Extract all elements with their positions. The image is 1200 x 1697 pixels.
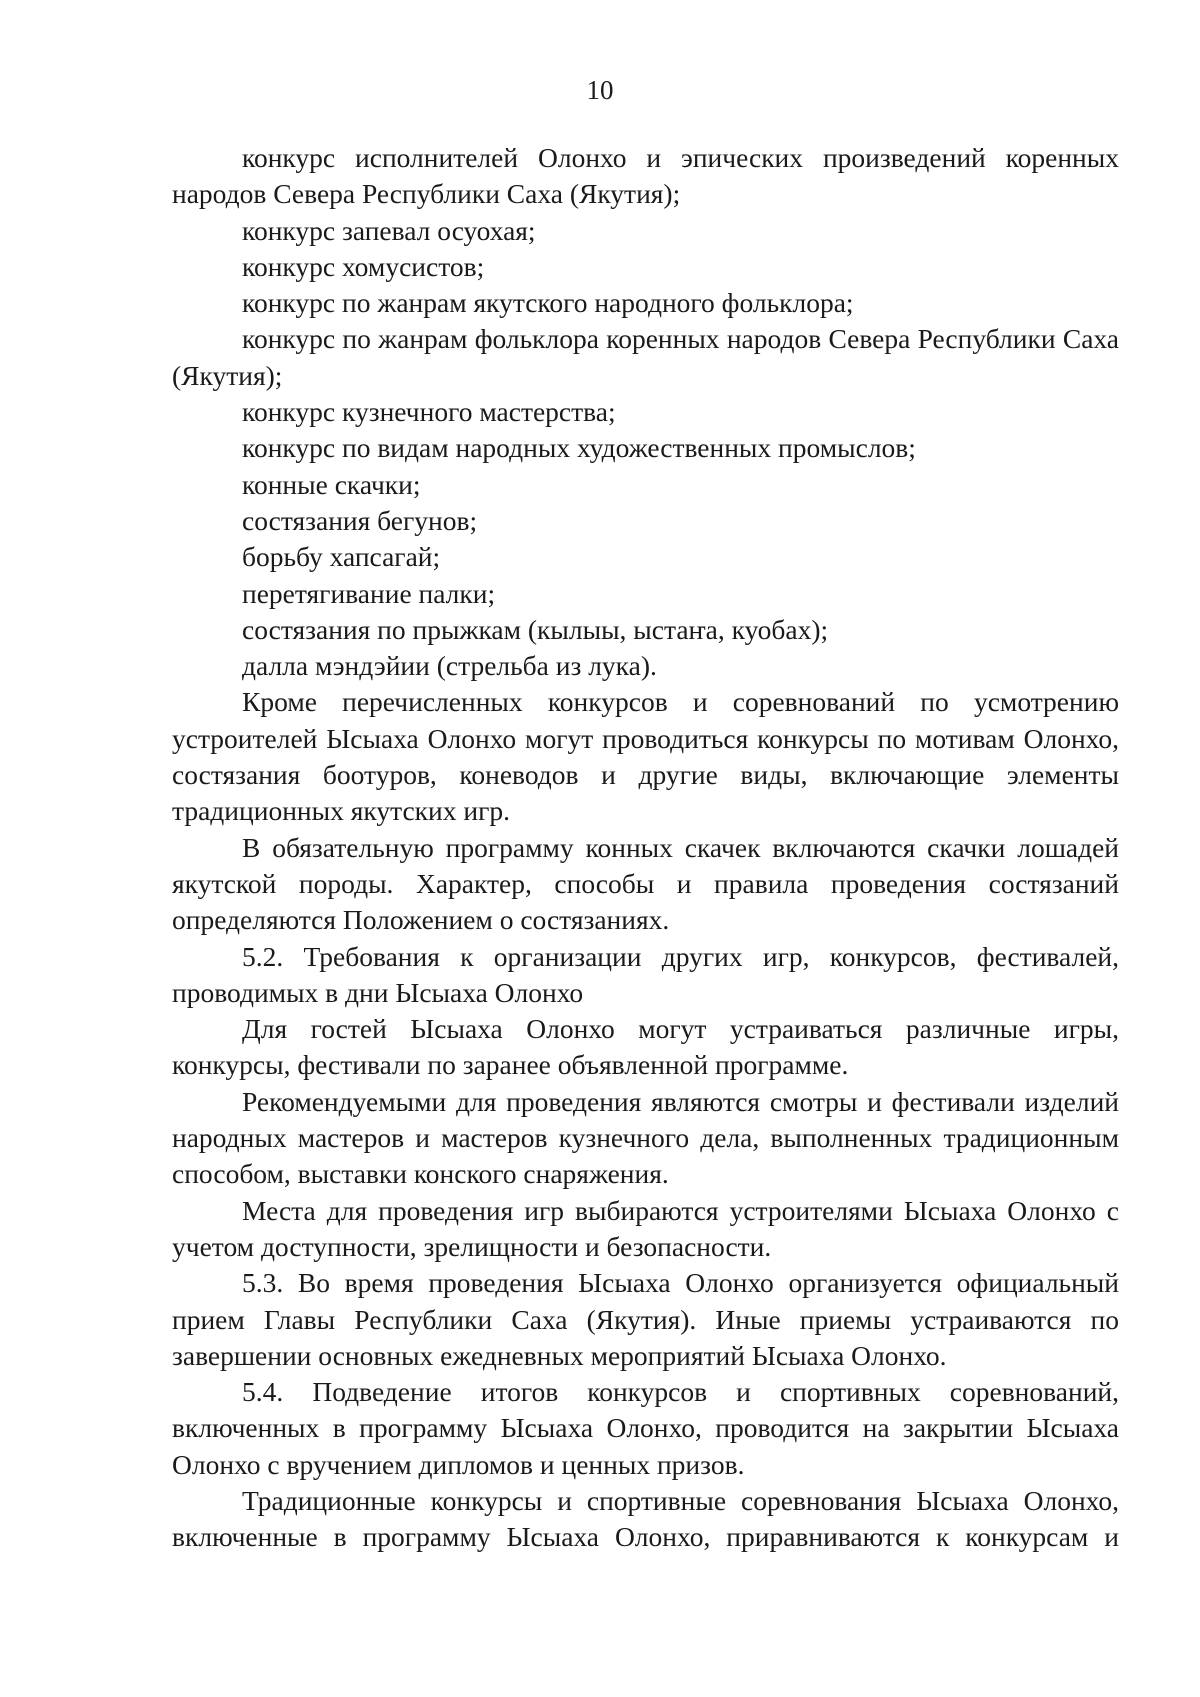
paragraph: конкурс по жанрам якутского народного фольклора;: [242, 287, 854, 319]
paragraph: Кроме перечисленных конкурсов и соревнований по усмотрению устроителей Ысыаха Олонхо могут проводиться конкурсы по мотивам Олонхо, состязания боотуров, коневодов и другие виды, включающие элементы традиционных якутских игр.: [172, 686, 1119, 827]
paragraph: Для гостей Ысыаха Олонхо могут устраиваться различные игры, конкурсы, фестивали по заранее объявленной программе.: [172, 1013, 1119, 1081]
section-5-3: 5.3. Во время проведения Ысыаха Олонхо организуется официальный прием Главы Республики Саха (Якутия). Иные приемы устраиваются по завершении основных ежедневных мероприятий Ысыаха Олонхо.: [172, 1267, 1119, 1371]
paragraph: Места для проведения игр выбираются устроителями Ысыаха Олонхо с учетом доступности, зрелищности и безопасности.: [172, 1194, 1119, 1262]
paragraph: конкурс по жанрам фольклора коренных народов Севера Республики Саха (Якутия);: [172, 323, 1119, 391]
paragraph: конкурс запевал осуохая;: [242, 214, 536, 246]
paragraph: конкурс хомусистов;: [242, 250, 485, 282]
paragraph: конкурс кузнечного мастерства;: [242, 396, 616, 428]
paragraph: конкурс исполнителей Олонхо и эпических произведений коренных народов Севера Республики Саха (Якутия);: [172, 142, 1119, 210]
document-body: [172, 140, 1119, 1556]
paragraph: состязания бегунов;: [242, 504, 478, 536]
paragraph: далла мэндэйии (стрельба из лука).: [242, 650, 657, 682]
paragraph: борьбу хапсагай;: [242, 541, 441, 573]
paragraph: конные скачки;: [242, 468, 421, 500]
paragraph: В обязательную программу конных скачек включаются скачки лошадей якутской породы. Характер, способы и правила проведения состязаний определяются Положением о состязаниях.: [172, 831, 1119, 936]
page-number: 10: [586, 75, 614, 105]
paragraph-continued: Традиционные конкурсы и спортивные соревнования Ысыаха Олонхо, включенные в программу Ысыаха Олонхо, приравниваются к конкурсам и: [172, 1484, 1119, 1553]
paragraph: Рекомендуемыми для проведения являются смотры и фестивали изделий народных мастеров и мастеров кузнечного дела, выполненных традиционным способом, выставки конского снаряжения.: [172, 1085, 1119, 1190]
section-heading-5-2: 5.2. Требования к организации других игр, конкурсов, фестивалей, проводимых в дни Ысыаха Олонхо: [172, 940, 1119, 1008]
paragraph: состязания по прыжкам (кылыы, ыстаҥа, куобах);: [242, 613, 829, 645]
paragraph: конкурс по видам народных художественных промыслов;: [242, 432, 916, 464]
section-5-4: 5.4. Подведение итогов конкурсов и спортивных соревнований, включенных в программу Ысыаха Олонхо, проводится на закрытии Ысыаха Олонхо с вручением дипломов и ценных призов.: [172, 1376, 1119, 1480]
paragraph: перетягивание палки;: [242, 577, 496, 609]
